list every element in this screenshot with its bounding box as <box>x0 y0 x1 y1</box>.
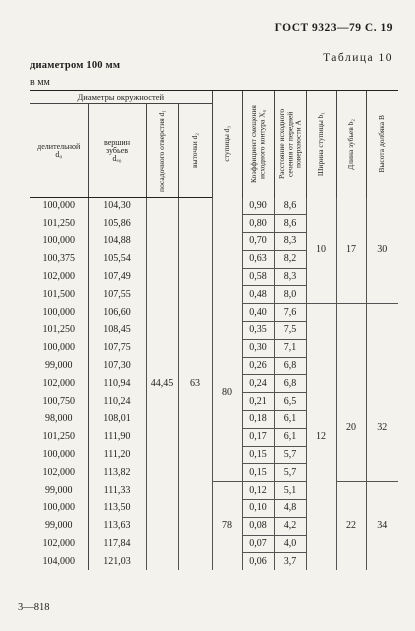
cell-da0: 107,55 <box>88 286 146 304</box>
cell-x0: 0,35 <box>242 322 274 340</box>
cell-a: 6,8 <box>274 357 306 375</box>
cell-hub-a: 80 <box>212 304 242 482</box>
cell-a: 6,1 <box>274 428 306 446</box>
cell-da0: 107,49 <box>88 268 146 286</box>
cell-d0: 102,000 <box>42 377 75 389</box>
cell-x0: 0,07 <box>242 535 274 553</box>
header-cutter-height: Высота долбяка B <box>366 91 398 198</box>
cell-a: 7,6 <box>274 304 306 322</box>
cell-d0: 101,250 <box>42 217 75 229</box>
table-row <box>30 198 398 215</box>
table-number-label: Таблица 10 <box>323 52 393 64</box>
cell-x0: 0,18 <box>242 411 274 429</box>
header-recess: выточки d₂ <box>178 104 212 198</box>
cell-d0: 101,250 <box>42 324 75 336</box>
cell-cutter-height-c: 34 <box>366 482 398 570</box>
header-tip-diameter: вершин зубьев dₐ₀ <box>88 104 146 198</box>
cell-da0: 107,75 <box>88 339 146 357</box>
cell-da0: 121,03 <box>88 553 146 570</box>
cell-hub-width-b: 12 <box>306 304 336 570</box>
cell-d0: 104,000 <box>42 555 75 567</box>
cell-d0: 99,000 <box>45 360 73 372</box>
table-subtitle: диаметром 100 мм <box>30 60 121 71</box>
cell-cutter-height-blank <box>366 304 398 375</box>
cell-a: 8,3 <box>274 268 306 286</box>
table-row <box>30 482 398 500</box>
cell-x0: 0,21 <box>242 393 274 411</box>
cell-x0: 0,40 <box>242 304 274 322</box>
cell-tooth-length-c: 22 <box>336 482 366 570</box>
cell-a: 4,0 <box>274 535 306 553</box>
cell-x0: 0,80 <box>242 215 274 233</box>
cell-da0: 117,84 <box>88 535 146 553</box>
cell-d0: 99,000 <box>45 520 73 532</box>
cell-x0: 0,58 <box>242 268 274 286</box>
gost-page-header: ГОСТ 9323—79 С. 19 <box>274 22 393 34</box>
cell-bore: 44,45 <box>146 198 178 571</box>
cell-x0: 0,06 <box>242 553 274 570</box>
cell-da0: 104,30 <box>88 198 146 215</box>
cell-da0: 106,60 <box>88 304 146 322</box>
cell-d0: 100,000 <box>42 306 75 318</box>
cell-tooth-length-a: 17 <box>336 198 366 304</box>
group-header-diameters: Диаметры окружностей <box>30 91 212 104</box>
cell-x0: 0,10 <box>242 500 274 518</box>
cell-da0: 111,90 <box>88 428 146 446</box>
cell-x0: 0,70 <box>242 233 274 251</box>
cell-d0: 100,000 <box>42 449 75 461</box>
cell-da0: 110,24 <box>88 393 146 411</box>
cell-x0: 0,48 <box>242 286 274 304</box>
cell-a: 6,5 <box>274 393 306 411</box>
cell-d0: 100,000 <box>42 342 75 354</box>
cell-a: 3,7 <box>274 553 306 570</box>
cell-da0: 113,82 <box>88 464 146 482</box>
cell-x0: 0,12 <box>242 482 274 500</box>
cell-a: 7,1 <box>274 339 306 357</box>
cell-da0: 111,33 <box>88 482 146 500</box>
cell-da0: 110,94 <box>88 375 146 393</box>
cell-x0: 0,63 <box>242 250 274 268</box>
cell-a: 4,2 <box>274 517 306 535</box>
cell-hub-b: 78 <box>212 482 242 570</box>
cell-cutter-height-b: 32 <box>366 375 398 482</box>
cell-cutter-height-a: 30 <box>366 198 398 304</box>
cell-da0: 107,30 <box>88 357 146 375</box>
cell-da0: 105,86 <box>88 215 146 233</box>
cell-x0: 0,15 <box>242 446 274 464</box>
cell-hub-width-a: 10 <box>306 198 336 304</box>
cell-d0: 99,000 <box>45 484 73 496</box>
cell-x0: 0,26 <box>242 357 274 375</box>
cell-a: 8,6 <box>274 215 306 233</box>
cell-da0: 108,45 <box>88 322 146 340</box>
header-hub-width: Ширина ступицы b₁ <box>306 91 336 198</box>
cell-da0: 113,63 <box>88 517 146 535</box>
header-shift-coefficient: Коэффициент смещения исходного контура X₀ <box>242 91 274 198</box>
cell-a: 4,8 <box>274 500 306 518</box>
cell-x0: 0,90 <box>242 198 274 215</box>
cell-d0: 100,375 <box>42 253 75 265</box>
cell-a: 5,1 <box>274 482 306 500</box>
header-distance: Расстояние исходного сечения от передней поверхности A <box>274 91 306 198</box>
header-hub: ступицы d₃ <box>212 91 242 198</box>
cell-d0: 102,000 <box>42 538 75 550</box>
cell-a: 6,8 <box>274 375 306 393</box>
cell-a: 8,3 <box>274 233 306 251</box>
cell-a: 5,7 <box>274 464 306 482</box>
cell-d0: 98,000 <box>45 413 73 425</box>
cell-x0: 0,17 <box>242 428 274 446</box>
cell-tooth-length-b: 20 <box>336 375 366 482</box>
cell-d0: 100,000 <box>42 502 75 514</box>
cell-da0: 108,01 <box>88 411 146 429</box>
header-bore: посадочного отверстия d₁ <box>146 104 178 198</box>
cell-x0: 0,30 <box>242 339 274 357</box>
cell-a: 6,1 <box>274 411 306 429</box>
cell-d0: 101,500 <box>42 288 75 300</box>
page-footer-code: 3—818 <box>18 602 50 613</box>
units-note: в мм <box>30 77 50 88</box>
cell-a: 5,7 <box>274 446 306 464</box>
cell-da0: 111,20 <box>88 446 146 464</box>
cell-d0: 101,250 <box>42 431 75 443</box>
cutter-dimensions-table <box>30 90 398 570</box>
header-pitch-diameter: делительной d₀ <box>30 104 88 198</box>
cell-hub-blank <box>212 198 242 304</box>
cell-da0: 105,54 <box>88 250 146 268</box>
table-row <box>30 304 398 322</box>
cell-da0: 104,88 <box>88 233 146 251</box>
cell-a: 8,2 <box>274 250 306 268</box>
cell-a: 8,6 <box>274 198 306 215</box>
cell-d0: 100,000 <box>42 200 75 212</box>
cell-x0: 0,24 <box>242 375 274 393</box>
cell-x0: 0,08 <box>242 517 274 535</box>
cell-tooth-length-blank <box>336 304 366 375</box>
cell-d0: 100,750 <box>42 395 75 407</box>
cell-a: 8,0 <box>274 286 306 304</box>
cell-recess: 63 <box>178 198 212 571</box>
header-row-group <box>30 91 398 104</box>
cell-x0: 0,15 <box>242 464 274 482</box>
cell-da0: 113,50 <box>88 500 146 518</box>
cell-d0: 100,000 <box>42 235 75 247</box>
cell-d0: 102,000 <box>42 271 75 283</box>
cell-a: 7,5 <box>274 322 306 340</box>
header-tooth-length: Длина зубьев b₂ <box>336 91 366 198</box>
cell-d0: 102,000 <box>42 466 75 478</box>
